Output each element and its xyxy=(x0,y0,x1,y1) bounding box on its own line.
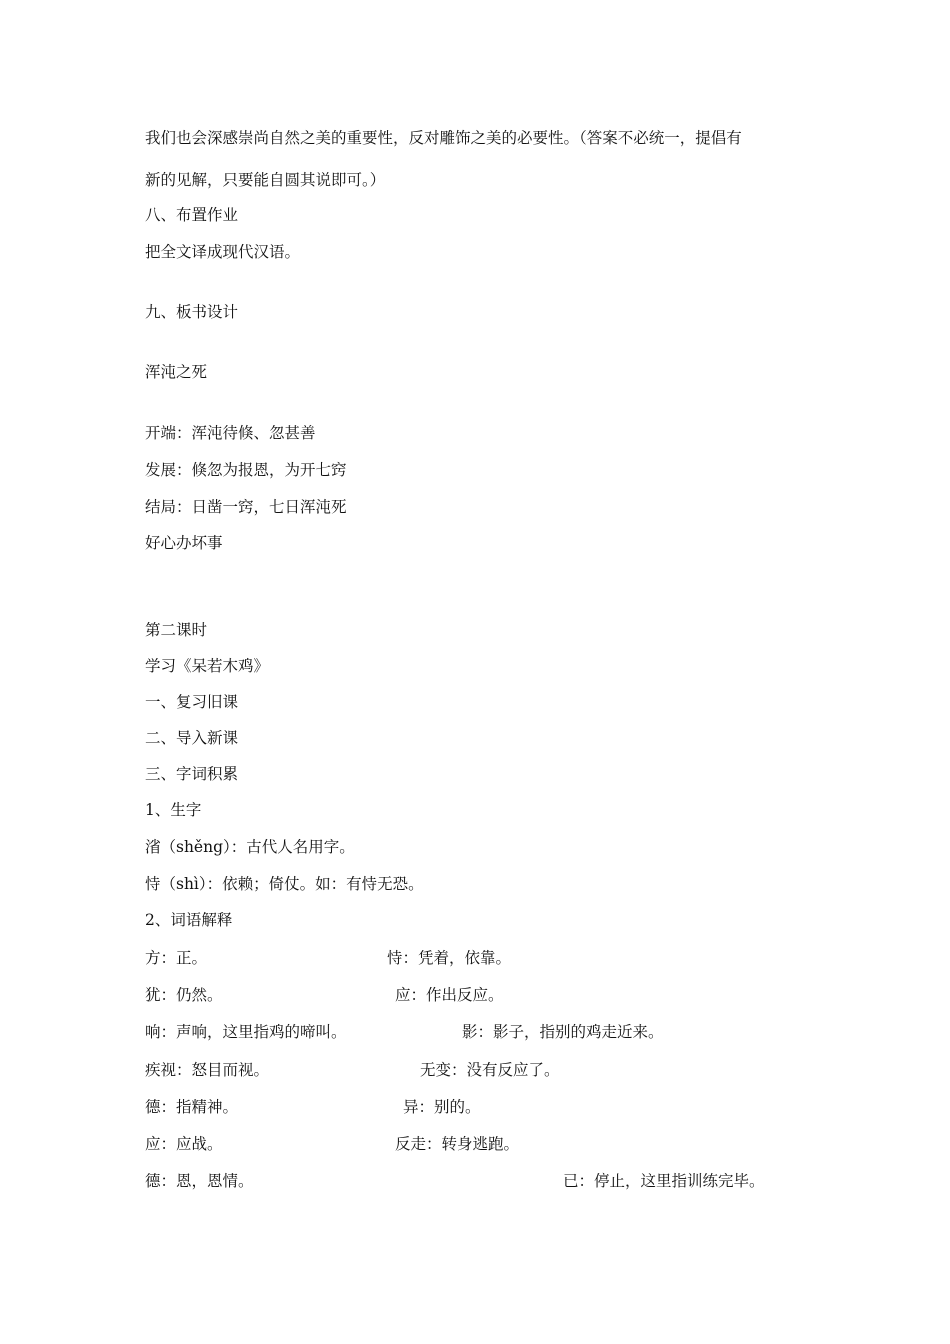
board-line-4: 好心办坏事 xyxy=(145,534,223,552)
gloss-left: 犹：仍然。 xyxy=(145,986,223,1004)
gloss-right: 异：别的。 xyxy=(403,1098,481,1116)
lesson-heading: 第二课时 xyxy=(145,621,208,639)
gloss-left: 应：应战。 xyxy=(145,1135,223,1153)
gloss-left: 德：指精神。 xyxy=(145,1098,239,1116)
intro-heading: 二、导入新课 xyxy=(145,729,239,747)
char-entry-1: 渻（shěng）：古代人名用字。 xyxy=(145,838,355,856)
gloss-left: 方：正。 xyxy=(145,949,208,967)
board-line-3: 结局：日凿一窍，七日浑沌死 xyxy=(145,498,347,516)
vocab-heading: 三、字词积累 xyxy=(145,765,239,783)
gloss-left: 疾视：怒目而视。 xyxy=(145,1061,270,1079)
board-title: 浑沌之死 xyxy=(145,363,208,381)
gloss-right: 已：停止，这里指训练完毕。 xyxy=(563,1172,765,1190)
gloss-right: 无变：没有反应了。 xyxy=(420,1061,560,1079)
paragraph-line-1: 我们也会深感崇尚自然之美的重要性，反对雕饰之美的必要性。（答案不必统一，提倡有 xyxy=(145,129,742,147)
char-entry-2: 恃（shì）：依赖；倚仗。如：有恃无恐。 xyxy=(145,875,424,893)
board-line-2: 发展：倏忽为报恩，为开七窍 xyxy=(145,461,347,479)
study-title: 学习《呆若木鸡》 xyxy=(145,657,270,675)
board-line-1: 开端：浑沌待倏、忽甚善 xyxy=(145,424,316,442)
board-heading: 九、板书设计 xyxy=(145,303,239,321)
gloss-right: 恃：凭着，依靠。 xyxy=(387,949,512,967)
words-heading: 2、词语解释 xyxy=(145,911,233,929)
paragraph-line-2: 新的见解，只要能自圆其说即可。） xyxy=(145,171,386,189)
gloss-left: 德：恩，恩情。 xyxy=(145,1172,254,1190)
chars-heading: 1、生字 xyxy=(145,801,202,819)
review-heading: 一、复习旧课 xyxy=(145,693,239,711)
gloss-left: 响：声响，这里指鸡的啼叫。 xyxy=(145,1023,347,1041)
gloss-right: 影：影子，指别的鸡走近来。 xyxy=(462,1023,664,1041)
homework-text: 把全文译成现代汉语。 xyxy=(145,243,301,261)
homework-heading: 八、布置作业 xyxy=(145,206,239,224)
gloss-right: 反走：转身逃跑。 xyxy=(395,1135,520,1153)
gloss-right: 应：作出反应。 xyxy=(395,986,504,1004)
